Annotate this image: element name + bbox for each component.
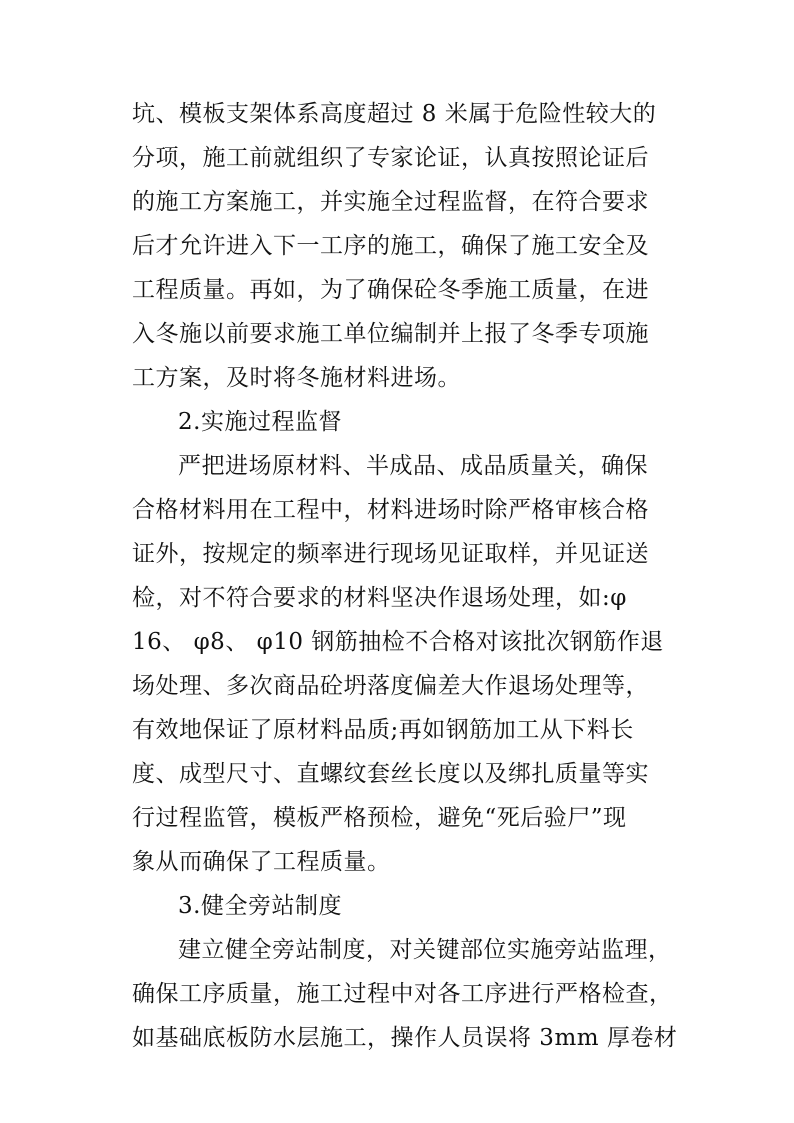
paragraph-line: 的施工方案施工，并实施全过程监督，在符合要求	[132, 189, 649, 215]
paragraph-line: 严把进场原材料、半成品、成品质量关，确保	[178, 453, 648, 479]
paragraph-line: 16、 φ8、 φ10 钢筋抽检不合格对该批次钢筋作退	[132, 629, 664, 655]
paragraph-line: 场处理、多次商品砼坍落度偏差大作退场处理等，	[132, 673, 649, 699]
paragraph-line: 确保工序质量，施工过程中对各工序进行严格检查，	[132, 981, 673, 1007]
paragraph-line: 如基础底板防水层施工，操作人员误将 3mm 厚卷材	[132, 1025, 678, 1051]
paragraph-line: 入冬施以前要求施工单位编制并上报了冬季专项施	[132, 321, 649, 347]
section-heading: 3.健全旁站制度	[178, 893, 342, 919]
paragraph-line: 有效地保证了原材料品质;再如钢筋加工从下料长	[132, 717, 634, 743]
paragraph-line: 证外，按规定的频率进行现场见证取样，并见证送	[132, 541, 649, 567]
paragraph-line: 工程质量。再如，为了确保砼冬季施工质量，在进	[132, 277, 649, 303]
paragraph-line: 象从而确保了工程质量。	[132, 849, 391, 875]
section-heading: 2.实施过程监督	[178, 409, 342, 435]
paragraph-line: 度、成型尺寸、直螺纹套丝长度以及绑扎质量等实	[132, 761, 649, 787]
paragraph-line: 建立健全旁站制度，对关键部位实施旁站监理，	[178, 937, 672, 963]
paragraph-line: 检，对不符合要求的材料坚决作退场处理，如:φ	[132, 585, 627, 611]
paragraph-line: 坑、模板支架体系高度超过 8 米属于危险性较大的	[132, 101, 657, 127]
paragraph-line: 合格材料用在工程中，材料进场时除严格审核合格	[132, 497, 649, 523]
paragraph-line: 分项，施工前就组织了专家论证，认真按照论证后	[132, 145, 649, 171]
paragraph-line: 行过程监管，模板严格预检，避免“死后验尸”现	[132, 805, 627, 831]
paragraph-line: 工方案，及时将冬施材料进场。	[132, 365, 461, 391]
paragraph-line: 后才允许进入下一工序的施工，确保了施工安全及	[132, 233, 649, 259]
